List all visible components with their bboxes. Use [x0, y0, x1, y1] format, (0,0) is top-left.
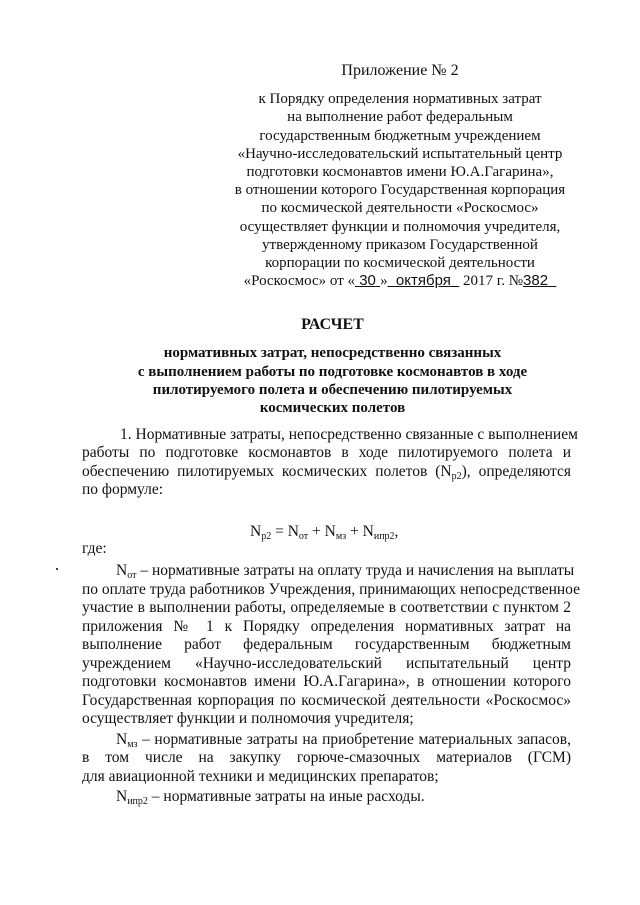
heading-line: нормативных затрат, непосредственно связанных: [163, 345, 502, 362]
where-label: где:: [82, 540, 107, 557]
definition-n-mz: [82, 731, 571, 787]
appendix-line: государственным бюджетным учреждением: [259, 127, 541, 144]
definition-line: подготовки космонавтов имени Ю.А.Гагарина», в отношении которого: [82, 673, 571, 690]
order-day: 30: [359, 272, 376, 290]
definition-line: выполнение работ федеральным государственным бюджетным: [82, 636, 571, 653]
definition-line: Государственная корпорация по космической деятельности «Роскосмос»: [82, 691, 571, 709]
definition-line: приложения № 1 к Порядку определения нормативных затрат на: [82, 617, 571, 635]
definition-line: $N_{мз}$ – нормативные затраты на приобретение материальных запасов,: [116, 730, 571, 750]
appendix-line: на выполнение работ федеральным: [287, 109, 513, 126]
order-mid: »: [380, 273, 388, 290]
definition-line: по оплате труда работников Учреждения, принимающих непосредственное: [82, 580, 580, 598]
appendix-line: утвержденному приказом Государственной: [262, 236, 538, 253]
paragraph-line: 1. Нормативные затраты, непосредственно связанные с выполнением: [120, 426, 578, 443]
definition-line: осуществляет функции и полномочия учредителя;: [82, 710, 414, 727]
subscript: р2: [451, 470, 462, 482]
paragraph-line: работы по подготовке космонавтов в ходе пилотируемого полета и: [82, 444, 571, 462]
definition-line: для авиационной техники и медицинских препаратов;: [82, 767, 439, 785]
order-month: октября: [395, 272, 451, 290]
heading-line: космических полетов: [259, 400, 406, 417]
definition-line: $N_{от}$ – нормативные затраты на оплату труда и начисления на выплаты: [116, 562, 575, 581]
order-reference: [215, 272, 585, 290]
definition-line: участие в выполнении работы, определяемые в соответствии с пунктом 2: [82, 599, 571, 616]
section-1-paragraph: [82, 426, 578, 500]
appendix-line: «Научно-исследовательский испытательный центр: [237, 145, 563, 162]
order-year: 2017 г. №: [462, 273, 524, 290]
definition-line: в том числе на закупку горюче-смазочных материалов (ГСМ): [82, 749, 571, 766]
appendix-line: в отношении которого Государственная корпорация: [234, 182, 566, 199]
order-number: 382: [523, 272, 549, 290]
appendix-line: корпорации по космической деятельности: [265, 255, 535, 272]
appendix-header: [215, 62, 585, 290]
paragraph-line: по формуле:: [82, 481, 164, 499]
appendix-line: подготовки космонавтов имени Ю.А.Гагарина»,: [246, 164, 554, 181]
appendix-line: к Порядку определения нормативных затрат: [258, 91, 542, 108]
appendix-line: осуществляет функции и полномочия учредителя,: [239, 218, 561, 235]
paragraph-line: обеспечению пилотируемых космических полетов $(N_{р2})$, определяются: [82, 462, 572, 482]
scan-speck: [56, 568, 58, 570]
appendix-line: по космической деятельности «Роскосмос»: [261, 200, 539, 217]
definition-line: $N_{ипр2}$ – нормативные затраты на иные расходы.: [116, 788, 425, 807]
definition-n-ipr2: [82, 788, 571, 807]
document-heading: [80, 316, 585, 417]
heading-title: РАСЧЕТ: [301, 316, 364, 333]
order-prefix: «Роскосмос» от «: [243, 273, 356, 290]
formula: $N_{р2} = N_{от} + N_{мз} + N_{ипр2}$,: [250, 523, 399, 542]
heading-line: пилотируемого полета и обеспечению пилотируемых: [152, 381, 513, 398]
definitions: [82, 562, 580, 809]
definition-n-ot: [82, 562, 580, 729]
definition-line: учреждением «Научно-исследовательский испытательный центр: [82, 654, 571, 672]
appendix-title: Приложение № 2: [341, 62, 459, 79]
heading-line: с выполнением работы по подготовке космонавтов в ходе: [137, 363, 528, 380]
